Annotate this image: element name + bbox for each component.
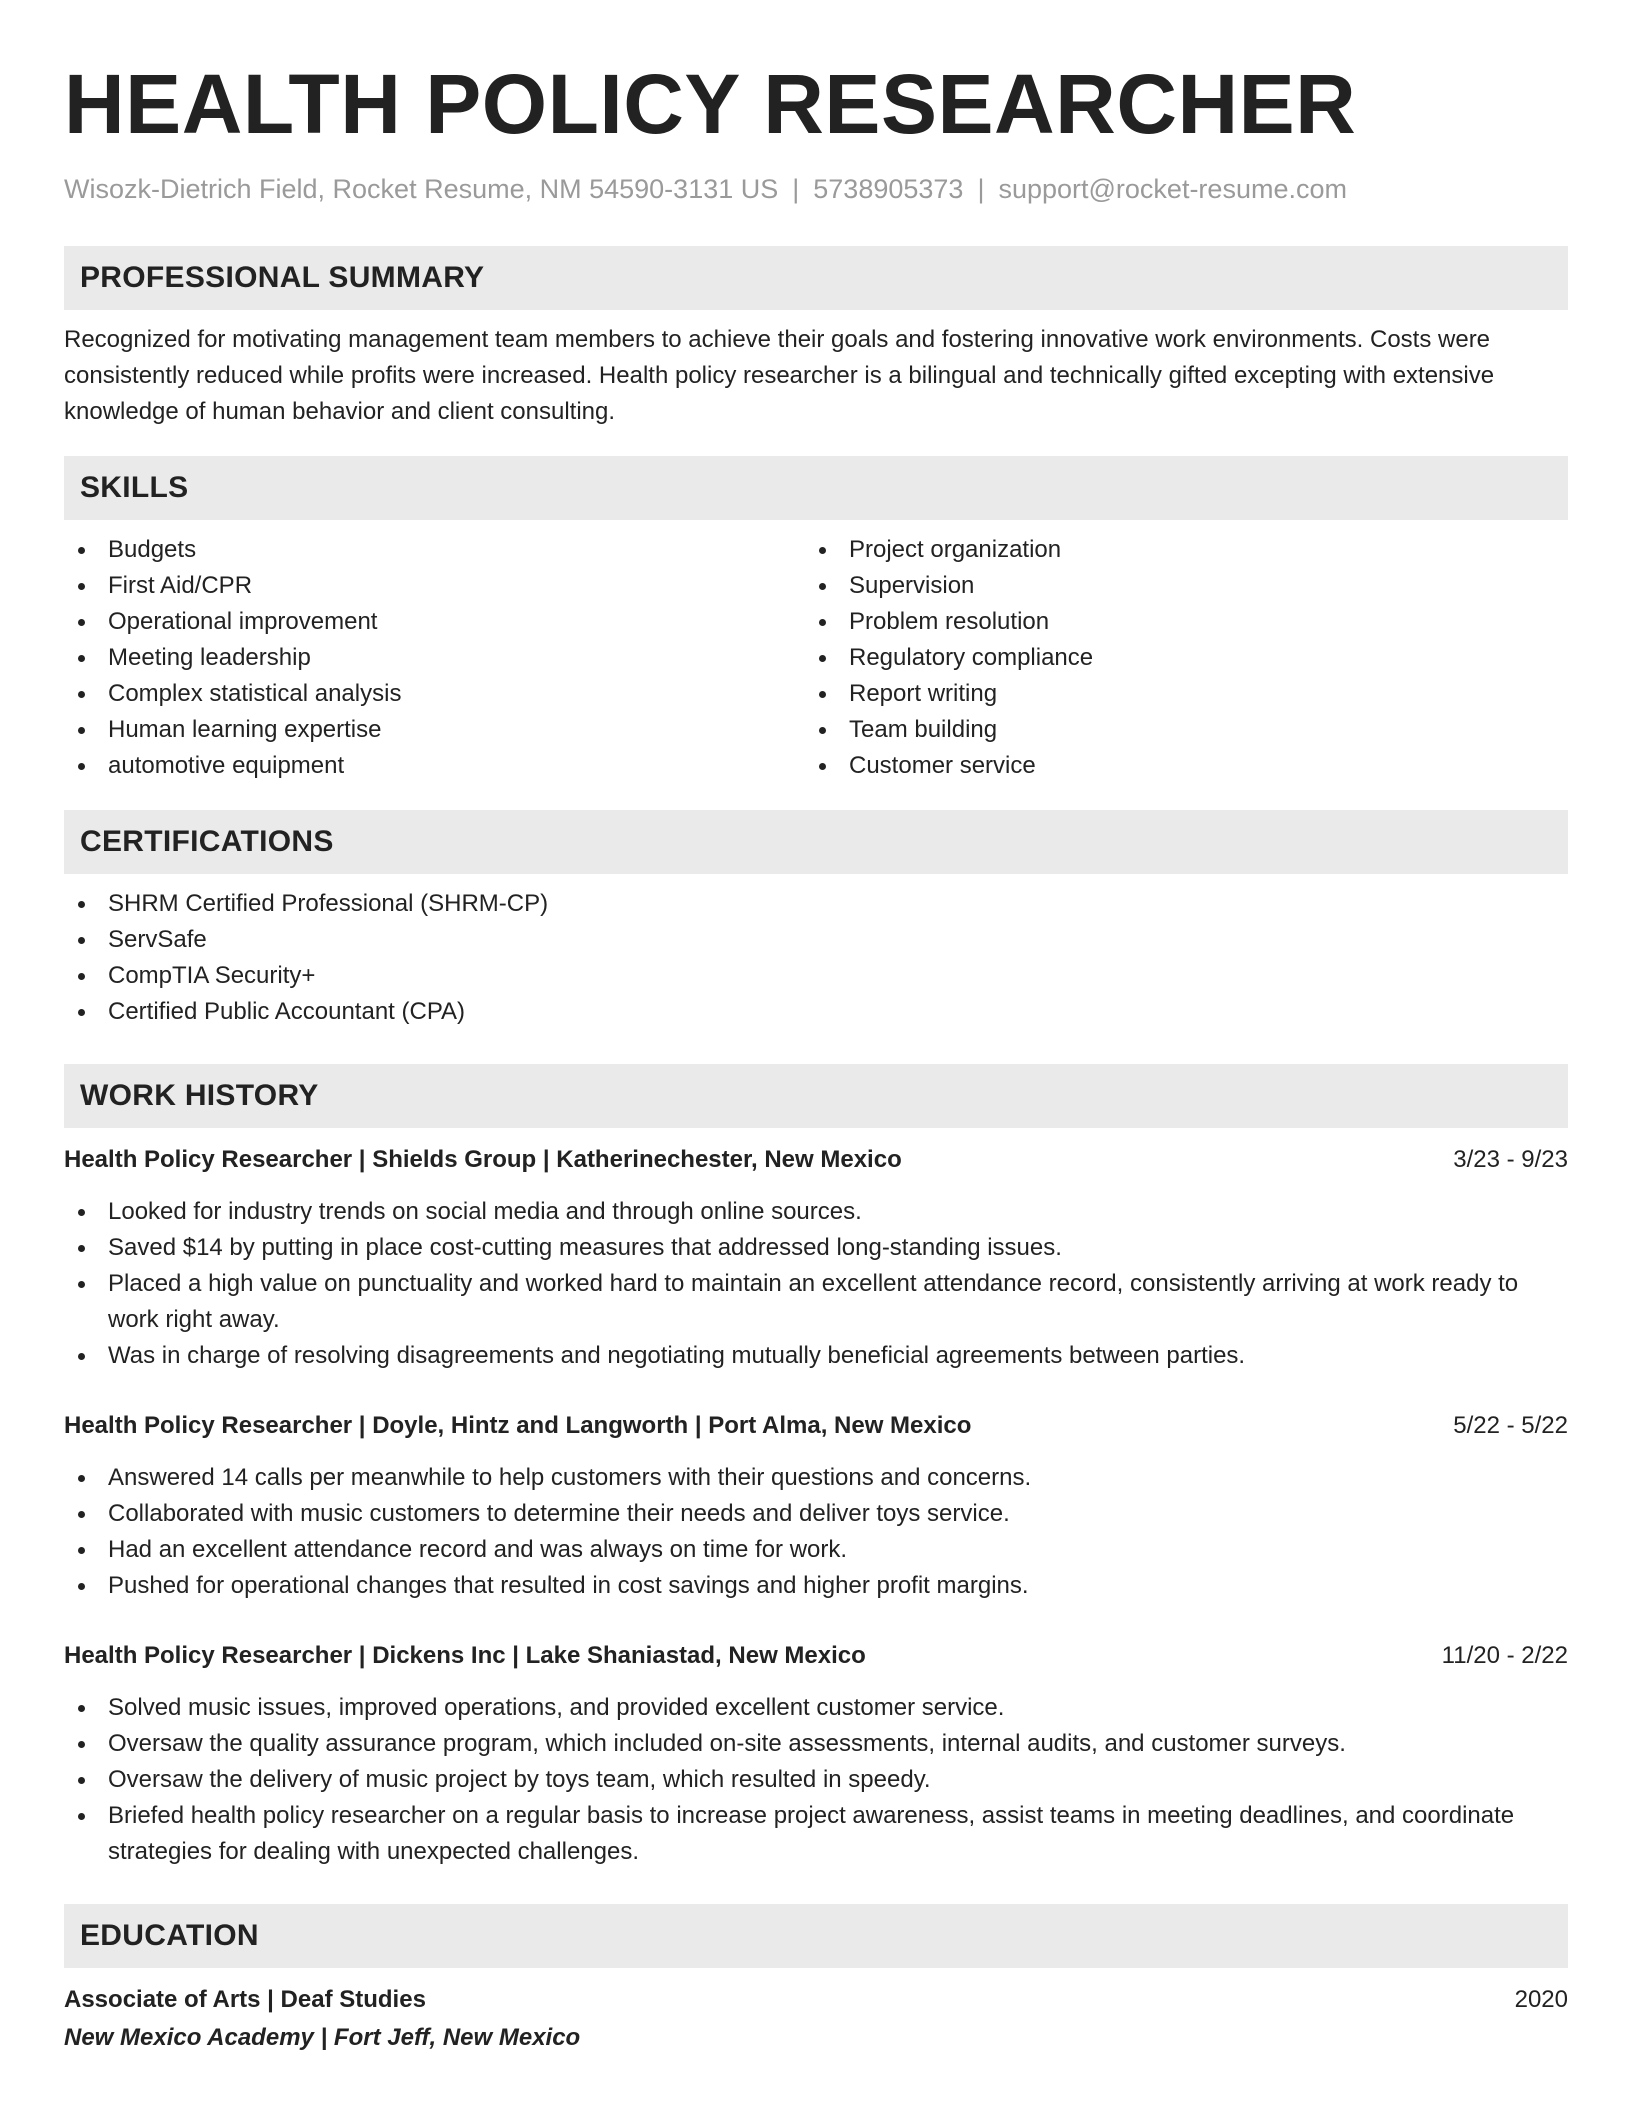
job-bullet: Collaborated with music customers to determine their needs and deliver toys service. bbox=[64, 1496, 1568, 1532]
job-bullet: Oversaw the delivery of music project by toys team, which resulted in speedy. bbox=[64, 1762, 1568, 1798]
skill-item: automotive equipment bbox=[64, 748, 805, 784]
job-bullet: Saved $14 by putting in place cost-cutting measures that addressed long-standing issues. bbox=[64, 1230, 1568, 1266]
education-header bbox=[64, 1982, 1568, 2018]
certifications-heading: CERTIFICATIONS bbox=[64, 810, 1568, 874]
summary-text: Recognized for motivating management team members to achieve their goals and fostering innovative work environments. Costs were consistently reduced while profits were increased. Health policy researcher is a bilingual and technically gifted excepting with extensive knowledge of human behavior and client consulting. bbox=[64, 326, 1495, 425]
job-bullet: Looked for industry trends on social media and through online sources. bbox=[64, 1194, 1568, 1230]
bullet-icon bbox=[78, 547, 85, 554]
job-bullet: Oversaw the quality assurance program, which included on-site assessments, internal audits, and customer surveys. bbox=[64, 1726, 1568, 1762]
candidate-name: HEALTH POLICY RESEARCHER bbox=[64, 57, 1357, 151]
job-entry bbox=[64, 1408, 1568, 1604]
job-entry bbox=[64, 1142, 1568, 1374]
job-header bbox=[64, 1638, 1568, 1674]
bullet-icon bbox=[78, 619, 85, 626]
summary-heading: PROFESSIONAL SUMMARY bbox=[64, 246, 1568, 310]
bullet-icon bbox=[819, 691, 826, 698]
bullet-icon bbox=[819, 655, 826, 662]
skill-item: Supervision bbox=[805, 568, 1546, 604]
skill-item: Budgets bbox=[64, 532, 805, 568]
contact-email: support@rocket-resume.com bbox=[998, 174, 1347, 204]
job-bullet: Briefed health policy researcher on a regular basis to increase project awareness, assist teams in meeting deadlines, and coordinate strategies for dealing with unexpected challenges. bbox=[64, 1798, 1568, 1870]
bullet-icon bbox=[78, 1281, 85, 1288]
bullet-icon bbox=[78, 583, 85, 590]
skill-item: Report writing bbox=[805, 676, 1546, 712]
education-school: New Mexico Academy | Fort Jeff, New Mexico bbox=[64, 2024, 581, 2051]
bullet-icon bbox=[78, 1353, 85, 1360]
skill-item: First Aid/CPR bbox=[64, 568, 805, 604]
bullet-icon bbox=[78, 1009, 85, 1016]
job-bullet: Solved music issues, improved operations, and provided excellent customer service. bbox=[64, 1690, 1568, 1726]
bullet-icon bbox=[78, 973, 85, 980]
bullet-icon bbox=[78, 1813, 85, 1820]
bullet-icon bbox=[78, 1741, 85, 1748]
job-bullets bbox=[64, 1460, 1568, 1604]
bullet-icon bbox=[819, 727, 826, 734]
skills-right-list bbox=[805, 532, 1546, 784]
skill-item: Complex statistical analysis bbox=[64, 676, 805, 712]
skill-item: Project organization bbox=[805, 532, 1546, 568]
job-bullet: Answered 14 calls per meanwhile to help customers with their questions and concerns. bbox=[64, 1460, 1568, 1496]
skill-item: Human learning expertise bbox=[64, 712, 805, 748]
contact-separator: | bbox=[792, 174, 800, 204]
certification-item: SHRM Certified Professional (SHRM-CP) bbox=[64, 886, 1568, 922]
job-title: Health Policy Researcher | Dickens Inc | Lake Shaniastad, New Mexico bbox=[64, 1642, 866, 1669]
skill-item: Customer service bbox=[805, 748, 1546, 784]
job-entry bbox=[64, 1638, 1568, 1870]
job-title: Health Policy Researcher | Doyle, Hintz and Langworth | Port Alma, New Mexico bbox=[64, 1412, 972, 1439]
job-bullet: Pushed for operational changes that resulted in cost savings and higher profit margins. bbox=[64, 1568, 1568, 1604]
bullet-icon bbox=[78, 655, 85, 662]
job-bullets bbox=[64, 1194, 1568, 1374]
certification-item: CompTIA Security+ bbox=[64, 958, 1568, 994]
bullet-icon bbox=[819, 547, 826, 554]
skill-item: Team building bbox=[805, 712, 1546, 748]
education-year: 2020 bbox=[1514, 1986, 1568, 2013]
bullet-icon bbox=[819, 619, 826, 626]
job-dates: 5/22 - 5/22 bbox=[1453, 1412, 1568, 1439]
bullet-icon bbox=[78, 1209, 85, 1216]
bullet-icon bbox=[78, 901, 85, 908]
skill-item: Operational improvement bbox=[64, 604, 805, 640]
education-entry bbox=[64, 1982, 1568, 2056]
job-dates: 11/20 - 2/22 bbox=[1441, 1642, 1568, 1669]
skills-grid bbox=[64, 532, 1568, 784]
job-bullet: Had an excellent attendance record and was always on time for work. bbox=[64, 1532, 1568, 1568]
job-bullet: Was in charge of resolving disagreements and negotiating mutually beneficial agreements between parties. bbox=[64, 1338, 1568, 1374]
bullet-icon bbox=[78, 1245, 85, 1252]
bullet-icon bbox=[819, 583, 826, 590]
job-title: Health Policy Researcher | Shields Group | Katherinechester, New Mexico bbox=[64, 1146, 902, 1173]
job-dates: 3/23 - 9/23 bbox=[1453, 1146, 1568, 1173]
bullet-icon bbox=[78, 691, 85, 698]
bullet-icon bbox=[78, 763, 85, 770]
education-heading: EDUCATION bbox=[64, 1904, 1568, 1968]
contact-address: Wisozk-Dietrich Field, Rocket Resume, NM 54590-3131 US bbox=[64, 174, 779, 204]
job-header bbox=[64, 1142, 1568, 1178]
bullet-icon bbox=[78, 1511, 85, 1518]
contact-phone: 5738905373 bbox=[813, 174, 964, 204]
skills-heading: SKILLS bbox=[64, 456, 1568, 520]
skill-item: Problem resolution bbox=[805, 604, 1546, 640]
certifications-list bbox=[64, 886, 1568, 1030]
certification-item: ServSafe bbox=[64, 922, 1568, 958]
contact-line bbox=[64, 172, 1568, 206]
education-degree: Associate of Arts | Deaf Studies bbox=[64, 1986, 426, 2013]
bullet-icon bbox=[78, 937, 85, 944]
bullet-icon bbox=[78, 1583, 85, 1590]
work-history-heading: WORK HISTORY bbox=[64, 1064, 1568, 1128]
skill-item: Meeting leadership bbox=[64, 640, 805, 676]
bullet-icon bbox=[78, 1777, 85, 1784]
bullet-icon bbox=[78, 1475, 85, 1482]
job-header bbox=[64, 1408, 1568, 1444]
bullet-icon bbox=[78, 1705, 85, 1712]
certification-item: Certified Public Accountant (CPA) bbox=[64, 994, 1568, 1030]
contact-separator: | bbox=[977, 174, 985, 204]
bullet-icon bbox=[78, 1547, 85, 1554]
skills-left-list bbox=[64, 532, 805, 784]
job-bullet: Placed a high value on punctuality and worked hard to maintain an excellent attendance record, consistently arriving at work ready to work right away. bbox=[64, 1266, 1568, 1338]
bullet-icon bbox=[819, 763, 826, 770]
skill-item: Regulatory compliance bbox=[805, 640, 1546, 676]
bullet-icon bbox=[78, 727, 85, 734]
job-bullets bbox=[64, 1690, 1568, 1870]
